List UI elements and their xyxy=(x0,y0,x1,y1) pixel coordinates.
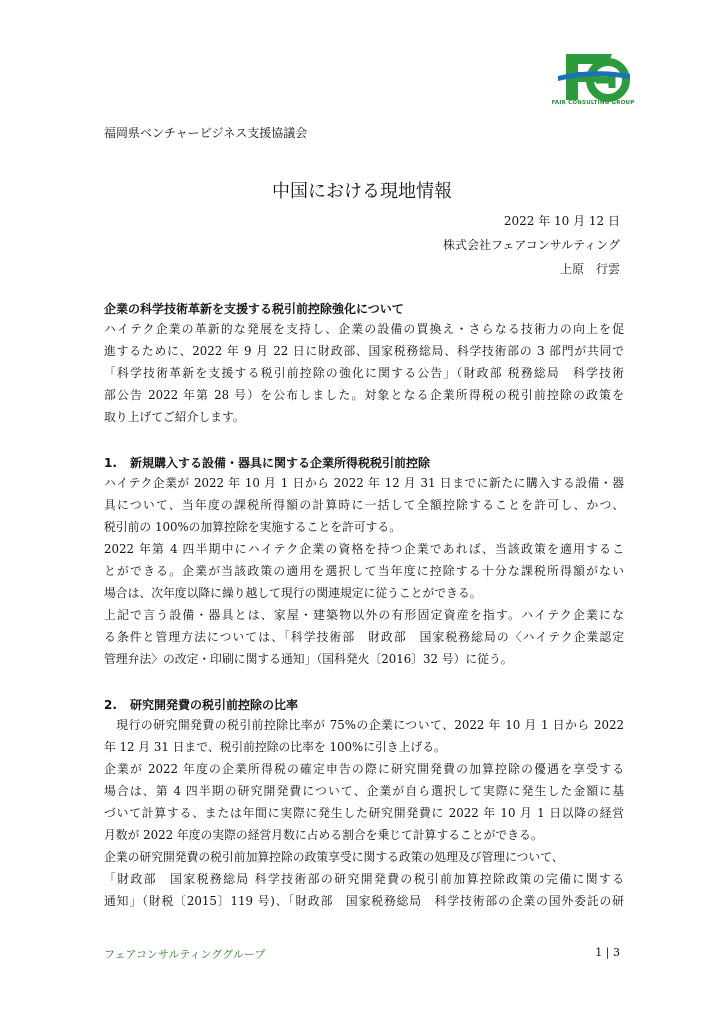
paragraph-line: 税引前の 100%の加算控除を実施することを許可する。 xyxy=(104,520,402,534)
section-number: 1. xyxy=(104,456,117,470)
author-name: 上原 行雲 xyxy=(559,262,620,276)
footer-group-name: フェアコンサルティンググループ xyxy=(104,948,266,961)
document-title: 中国における現地情報 xyxy=(272,181,452,202)
paragraph-line: 「科学技術革新を支援する税引前控除の強化に関する公告」（財政部 税務総局 科学技術 xyxy=(104,366,624,380)
paragraph-line: とができる。企業が当該政策の適用を選択して当年度に控除する十分な課税所得額がない xyxy=(104,564,624,578)
paragraph-line: 管理弁法〉の改定・印刷に関する通知」（国科発火〔2016〕32 号）に従う。 xyxy=(104,652,513,666)
document-date: 2022 年 10 月 12 日 xyxy=(503,214,620,228)
paragraph-line: 場合は、次年度以降に繰り越して現行の関連規定に従うことができる。 xyxy=(104,586,482,600)
section-2-heading xyxy=(104,696,298,713)
paragraph-line: 取り上げてご紹介します。 xyxy=(104,410,245,424)
logo-caption: FAIR CONSULTING GROUP xyxy=(551,100,635,106)
paragraph-line: 場合は、第 4 四半期の研究開発費について、企業が自ら選択して実際に発生した金額に基 xyxy=(104,784,624,798)
section-number: 2. xyxy=(104,698,117,712)
paragraph-line: 2022 年第 4 四半期中にハイテク企業の資格を持つ企業であれば、当該政策を適用するこ xyxy=(104,542,624,556)
paragraph-line: 通知」（財税〔2015〕119 号)、「財政部 国家税務総局 科学技術部の企業の国外委託の研 xyxy=(104,894,624,908)
paragraph-line: 月数が 2022 年度の実際の経営月数に占める割合を乗じて計算することができる。 xyxy=(104,828,543,842)
page-number: 1 | 3 xyxy=(595,946,620,959)
paragraph-line: 年 12 月 31 日まで、税引前控除の比率を 100%に引き上げる。 xyxy=(104,740,446,754)
paragraph-line: 現行の研究開発費の税引前控除比率が 75%の企業について、2022 年 10 月 1 日から 2022 xyxy=(104,718,624,732)
paragraph-line: 企業が 2022 年度の企業所得税の確定申告の際に研究開発費の加算控除の優遇を享受する xyxy=(104,762,624,776)
paragraph-line: 企業の研究開発費の税引前加算控除の政策享受に関する政策の処理及び管理について、 xyxy=(104,850,564,864)
paragraph-line: ハイテク企業の革新的な発展を支持し、企業の設備の買換え・さらなる技術力の向上を促 xyxy=(104,322,624,336)
paragraph-line: づいて計算する、または年間に実際に発生した研究開発費に 2022 年 10 月 1 日以降の経営 xyxy=(104,806,624,820)
fcg-logo-icon xyxy=(552,48,632,108)
section-title: 新規購入する設備・器具に関する企業所得税税引前控除 xyxy=(130,456,431,470)
paragraph-line: 具について、当年度の課税所得額の計算時に一括して全額控除することを許可し、かつ、 xyxy=(104,498,624,512)
intro-heading: 企業の科学技術革新を支援する税引前控除強化について xyxy=(104,302,404,316)
paragraph-line: 「財政部 国家税務総局 科学技術部の研究開発費の税引前加算控除政策の完備に関する xyxy=(104,872,624,886)
organization-name: 福岡県ベンチャービジネス支援協議会 xyxy=(104,126,308,140)
paragraph-line: 部公告 2022 年第 28 号）を公布しました。対象となる企業所得税の税引前控除の政策を xyxy=(104,388,624,402)
section-1-heading xyxy=(104,454,430,471)
paragraph-line: る条件と管理方法については、｢科学技術部 財政部 国家税務総局の〈ハイテク企業認定 xyxy=(104,630,624,644)
company-name: 株式会社フェアコンサルティング xyxy=(442,238,620,252)
paragraph-line: 進するために、2022 年 9 月 22 日に財政部、国家税務総局、科学技術部の 3 部門が共同で xyxy=(104,344,624,358)
section-title: 研究開発費の税引前控除の比率 xyxy=(130,698,299,712)
paragraph-line: 上記で言う設備・器具とは、家屋・建築物以外の有形固定資産を指す。ハイテク企業にな xyxy=(104,608,624,622)
paragraph-line: ハイテク企業が 2022 年 10 月 1 日から 2022 年 12 月 31 日までに新たに購入する設備・器 xyxy=(104,476,624,490)
